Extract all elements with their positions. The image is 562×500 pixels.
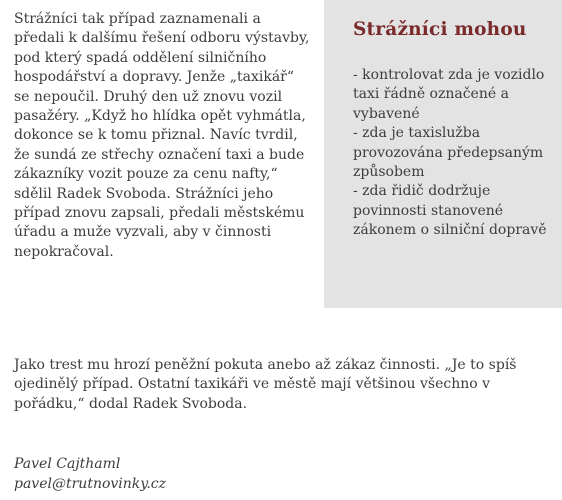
article-column	[14, 10, 310, 262]
author-email: pavel@trutnovinky.cz	[14, 476, 166, 492]
author-name: Pavel Cajthaml	[14, 456, 121, 472]
info-box-title: Strážníci mohou	[353, 19, 527, 40]
info-box-item: - zda řidič dodržuje povinnosti stanovené zákonem o silniční dopravě	[353, 183, 547, 239]
info-box-item: - zda je taxislužba provozována předepsaným způsobem	[353, 125, 544, 181]
info-box-list	[353, 66, 552, 241]
info-box-item: - kontrolovat zda je vozidlo taxi řádně označené a vybavené	[353, 67, 545, 122]
author-signature	[14, 454, 166, 494]
article-paragraph-1: Strážníci tak případ zaznamenali a předali k dalšímu řešení odboru výstavby, pod který spadá oddělení silničního hospodářství a dopravy. Jenže „taxikář“ se nepoučil. Druhý den už znovu vozil pasažéry. „Když ho hlídka opět vyhmátla, dokonce se k tomu přiznal. Navíc tvrdil, že sundá ze střechy označení taxi a bude zákazníky vozit pouze za cenu nafty,“ sdělil Radek Svoboda. Strážníci jeho případ znovu zapsali, předali městskému úřadu a muže vyzvali, aby v činnosti nepokračoval.	[14, 11, 310, 260]
article-paragraph-2: Jako trest mu hrozí peněžní pokuta anebo až zákaz činnosti. „Je to spíš ojedinělý případ. Ostatní taxikáři ve městě mají většinou všechno v pořádku,“ dodal Radek Svoboda.	[14, 357, 517, 412]
info-box	[324, 0, 562, 308]
